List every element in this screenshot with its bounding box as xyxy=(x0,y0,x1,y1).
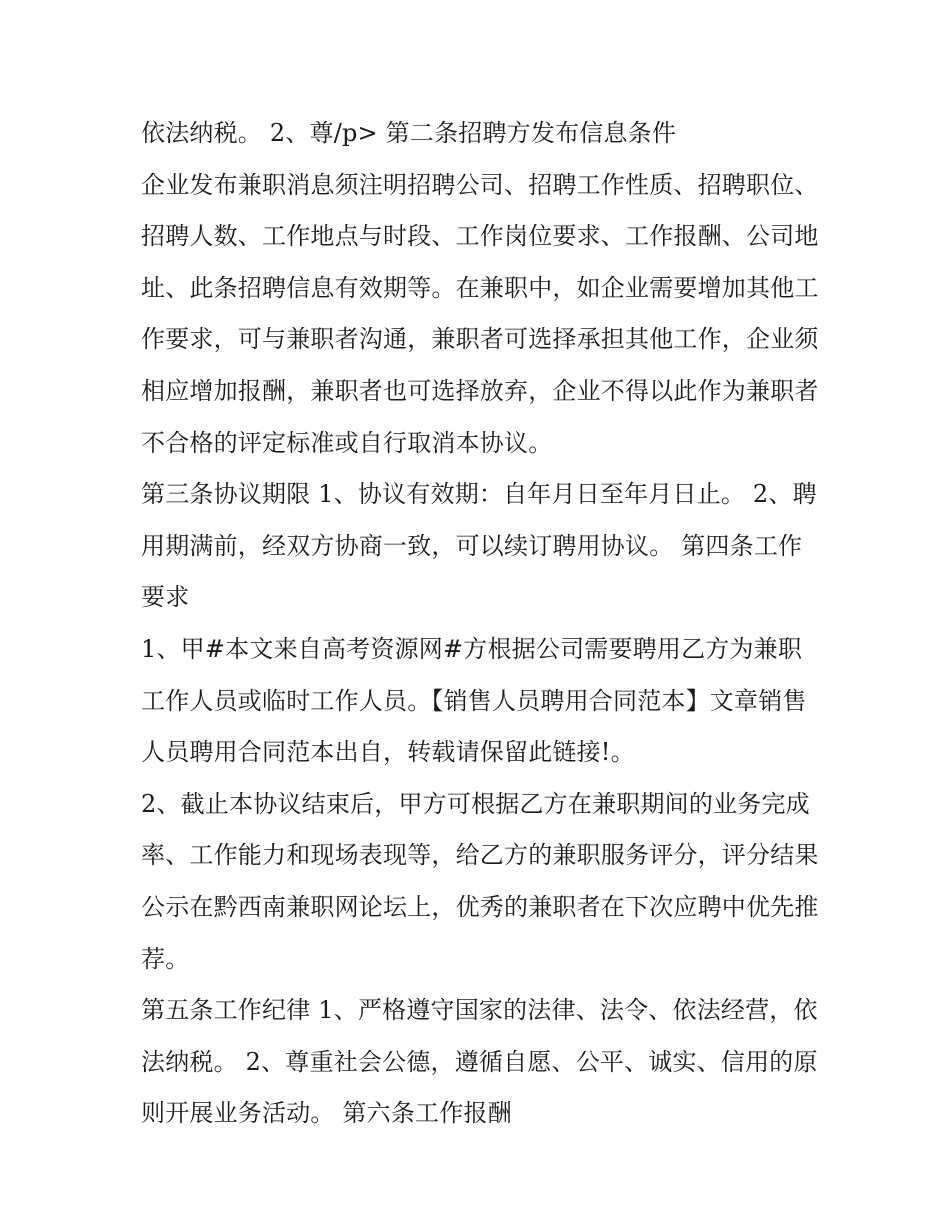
paragraph-recruitment-info-conditions: 企业发布兼职消息须注明招聘公司、招聘工作性质、招聘职位、招聘人数、工作地点与时段、工作岗位要求、工作报酬、公司地址、此条招聘信息有效期等。在兼职中，如企业需要增加其他工作要求，可与兼职者沟通，兼职者可选择承担其他工作，企业须相应增加报酬，兼职者也可选择放弃，企业不得以此作为兼职者不合格的评定标准或自行取消本协议。 xyxy=(141,170,819,457)
paragraph-work-discipline: 第五条工作纪律 1、严格遵守国家的法律、法令、依法经营，依法纳税。 2、尊重社会公德，遵循自愿、公平、诚实、信用的原则开展业务活动。 第六条工作报酬 xyxy=(141,996,818,1128)
paragraph-work-requirement-one: 1、甲#本文来自高考资源网#方根据公司需要聘用乙方为兼职工作人员或临时工作人员。【销售人员聘用合同范本】文章销售人员聘用合同范本出自，转载请保留此链接!。 xyxy=(141,634,807,767)
paragraph-tax-and-article-two: 依法纳税。 2、尊/p> 第二条招聘方发布信息条件 xyxy=(141,119,677,147)
document-body xyxy=(141,108,821,1140)
paragraph-agreement-term: 第三条协议期限 1、协议有效期：自年月日至年月日止。 2、聘用期满前，经双方协商一致，可以续订聘用协议。 第四条工作要求 xyxy=(141,480,817,612)
paragraph-work-requirement-two: 2、截止本协议结束后，甲方可根据乙方在兼职期间的业务完成率、工作能力和现场表现等，给乙方的兼职服务评分，评分结果公示在黔西南兼职网论坛上，优秀的兼职者在下次应聘中优先推荐。 xyxy=(141,789,819,973)
